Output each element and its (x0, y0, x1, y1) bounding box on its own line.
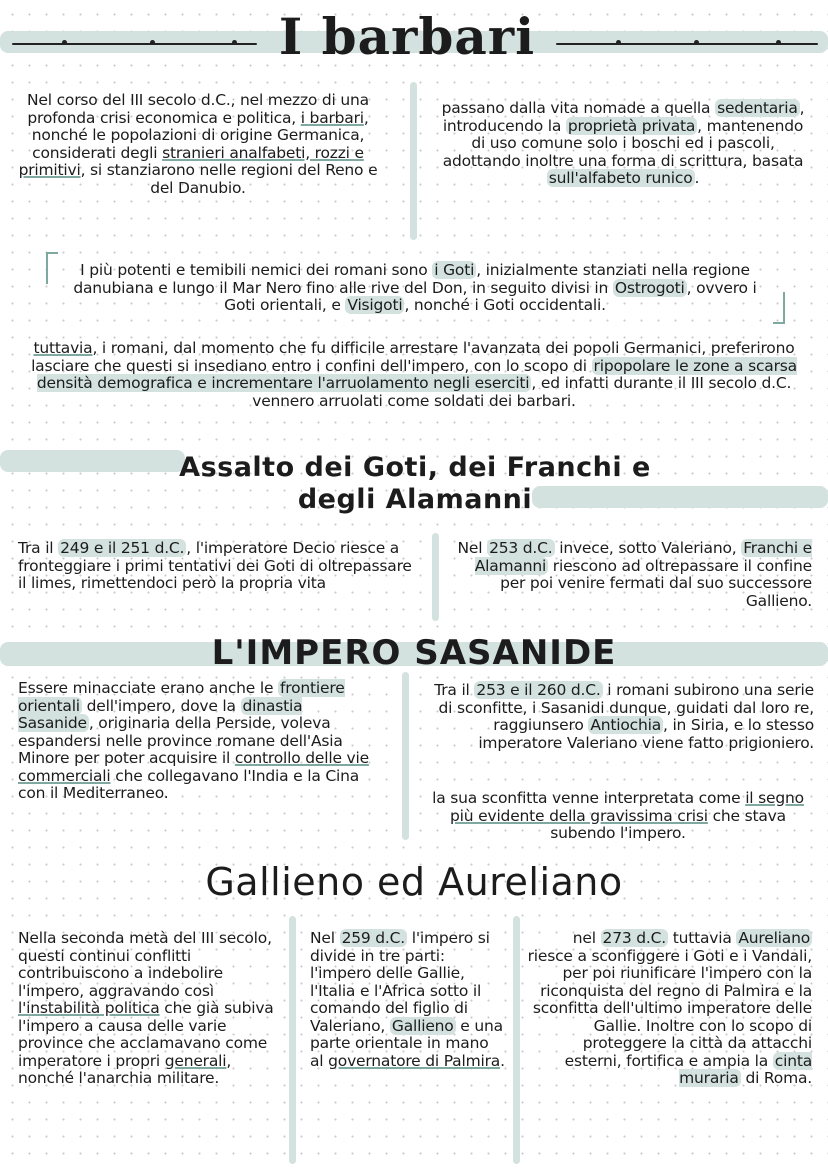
assalto-left (18, 540, 413, 593)
title-line-left (12, 43, 257, 45)
intro-divider (410, 82, 417, 240)
section-title-sasanide: L'IMPERO SASANIDE (211, 633, 617, 673)
underlined-text: governatore di Palmira (328, 1051, 501, 1070)
text-segment: che stava subendo l'impero. (550, 806, 786, 842)
text-segment: la sua sconfitta venne interpretata come (432, 789, 746, 807)
gallieno-col2 (310, 930, 506, 1070)
highlighted-text: Visigoti (347, 296, 403, 314)
gallieno-col1 (18, 930, 280, 1088)
underlined-text: tuttavia (33, 339, 93, 357)
text-segment: Nel (310, 929, 340, 947)
underlined-text: l'instabilità politica (18, 999, 160, 1017)
highlighted-text: 273 d.C. (602, 929, 666, 947)
text-segment: , nonché l'anarchia militare. (18, 1051, 232, 1087)
sasanide-divider (402, 672, 409, 840)
text-segment: , nonché i Goti occidentali. (404, 296, 606, 314)
title-dot (694, 40, 699, 45)
text-segment: e una parte orientale in mano al (310, 1016, 503, 1070)
underlined-text: generali (164, 1051, 227, 1070)
tuttavia-paragraph (14, 340, 814, 410)
sasanide-left (18, 680, 380, 803)
text-segment: , l'imperatore Decio riesce a fronteggiare i primi tentativi dei Goti di oltrepassare il limes, rimettendoci però la propria vita (18, 539, 412, 592)
text-segment: Tra il (434, 681, 475, 699)
section-title-gallieno: Gallieno ed Aureliano (205, 860, 623, 904)
highlighted-text: 249 e il 251 d.C. (60, 539, 185, 557)
sasanide-right-1 (424, 682, 814, 752)
text-segment: i romani subirono una serie di sconfitte, i Sasanidi dunque, guidati dal loro re, raggiunsero (438, 681, 814, 734)
highlighted-text: sedentaria (717, 99, 798, 117)
underlined-text: controllo delle vie commerciali (18, 749, 369, 785)
section-title-assalto-line2: degli Alamanni (297, 484, 533, 515)
assalto-divider (432, 533, 439, 621)
highlighted-text: proprietà privata (567, 116, 696, 135)
underlined-text: il segno più evidente della gravissima crisi (450, 789, 804, 825)
gallieno-divider-2 (513, 916, 520, 1164)
text-segment: , inizialmente stanziati nella regione danubiana e lungo il Mar Nero fino alle rive del Don, in seguito divisi in (73, 261, 750, 297)
text-segment: I più potenti e temibili nemici dei romani sono (80, 261, 433, 279)
highlighted-text: i Goti (434, 261, 475, 279)
highlighted-text: ripopolare le zone a scarsa densità demografica e incrementare l'arruolamento negli eserciti (36, 356, 797, 392)
text-segment: nel (572, 929, 601, 947)
text-segment: che già subiva l'impero a causa delle varie province che acclamavano come imperatore i propri (18, 999, 274, 1070)
text-segment: passano dalla vita nomade a quella (441, 99, 716, 117)
section-title-assalto-line1: Assalto dei Goti, dei Franchi e (179, 452, 651, 483)
highlighted-text: Ostrogoti (614, 278, 685, 297)
text-segment: che collegavano l'India e la Cina con il Mediterraneo. (18, 766, 360, 802)
gallieno-col3 (524, 930, 812, 1088)
text-segment: riesce a sconfiggere i Goti e i Vandali, per poi riunificare l'impero con la riconquista del regno di Palmira e la sconfitta dell'ultimo imperatore delle Gallie. Inoltre con lo scopo di proteggere la città da attacchi esterni, fortifica e ampia la (527, 946, 812, 1070)
text-segment: Nella seconda metà del III secolo, questi continui conflitti contribuiscono a indebolire l'impero, aggravando così (18, 929, 272, 1000)
text-segment: . (500, 1051, 505, 1070)
highlighted-text: Antiochia (590, 716, 661, 734)
text-segment: l'impero si divide in tre parti: l'impero delle Gallie, l'Italia e l'Africa sotto il comando del figlio di Valeriano, (310, 929, 490, 1035)
title-dot (150, 40, 155, 45)
sasanide-right-2 (420, 790, 816, 843)
highlighted-text: Aureliano (738, 929, 810, 947)
gallieno-divider-1 (289, 916, 296, 1164)
intro-left (14, 92, 382, 197)
goti-bracket-left (46, 252, 58, 284)
title-dot (776, 40, 781, 45)
page-title: I barbari (278, 7, 536, 66)
text-segment: , ovvero i Goti orientali, e (224, 278, 757, 314)
text-segment: , i romani, dal momento che fu difficile arrestare l'avanzata dei popoli Germanici, preferirono lasciare che questi si insediano entro i confini dell'impero, con lo scopo di (31, 339, 795, 375)
assalto-right (450, 540, 812, 610)
text-segment: . (694, 169, 700, 187)
highlighted-text: dinastia Sasanide (18, 696, 303, 732)
text-segment: , nonché le popolazioni di origine Germanica, considerati degli (31, 108, 369, 162)
text-segment: Nel corso del III secolo d.C., nel mezzo di una profonda crisi economica e politica, (27, 91, 369, 127)
text-segment: dell'impero, dove la (81, 696, 241, 715)
highlighted-text: Franchi e Alamanni (474, 539, 812, 575)
underlined-text: i barbari (300, 108, 364, 127)
text-segment: Tra il (18, 539, 59, 557)
text-segment: riescono ad oltrepassare il confine per poi venire fermati dal suo successore Gallieno. (500, 556, 812, 610)
text-segment: di Roma. (740, 1069, 812, 1087)
highlighted-text: 253 d.C. (489, 539, 553, 557)
highlighted-text: 253 e il 260 d.C. (476, 681, 601, 699)
underlined-text: stranieri analfabeti, rozzi e primitivi (18, 143, 364, 179)
text-segment: , mantenendo di uso comune solo i boschi ed i pascoli, adottando inoltre una forma di scrittura, basata (442, 116, 804, 170)
title-dot (616, 40, 621, 45)
text-segment: , in Siria, e lo stesso imperatore Valeriano viene fatto prigioniero. (478, 716, 814, 752)
text-segment: invece, sotto Valeriano, (554, 539, 742, 557)
text-segment: , ed infatti durante il III secolo d.C. vennero arruolati come soldati dei barbari. (252, 374, 792, 410)
intro-right (436, 100, 810, 188)
text-segment: Nel (457, 539, 488, 557)
text-segment: , originaria della Perside, voleva espandersi nelle province romane dell'Asia Minore per poter acquisire il (18, 714, 343, 767)
text-segment: , si stanziarono nelle regioni del Reno e del Danubio. (80, 161, 378, 197)
title-dot (232, 40, 237, 45)
highlighted-text: cinta muraria (679, 1051, 812, 1087)
goti-bracket-right (773, 292, 785, 324)
section-title-assalto (120, 452, 710, 516)
highlighted-text: frontiere orientali (18, 679, 345, 715)
highlighted-text: Gallieno (391, 1016, 454, 1035)
title-dot (62, 40, 67, 45)
text-segment: , introducendo la (442, 99, 805, 135)
goti-paragraph (58, 262, 772, 315)
highlighted-text: sull'alfabeto runico (548, 169, 693, 187)
text-segment: Essere minacciate erano anche le (18, 679, 279, 697)
text-segment: tuttavia (667, 929, 737, 947)
highlighted-text: 259 d.C. (341, 929, 406, 947)
